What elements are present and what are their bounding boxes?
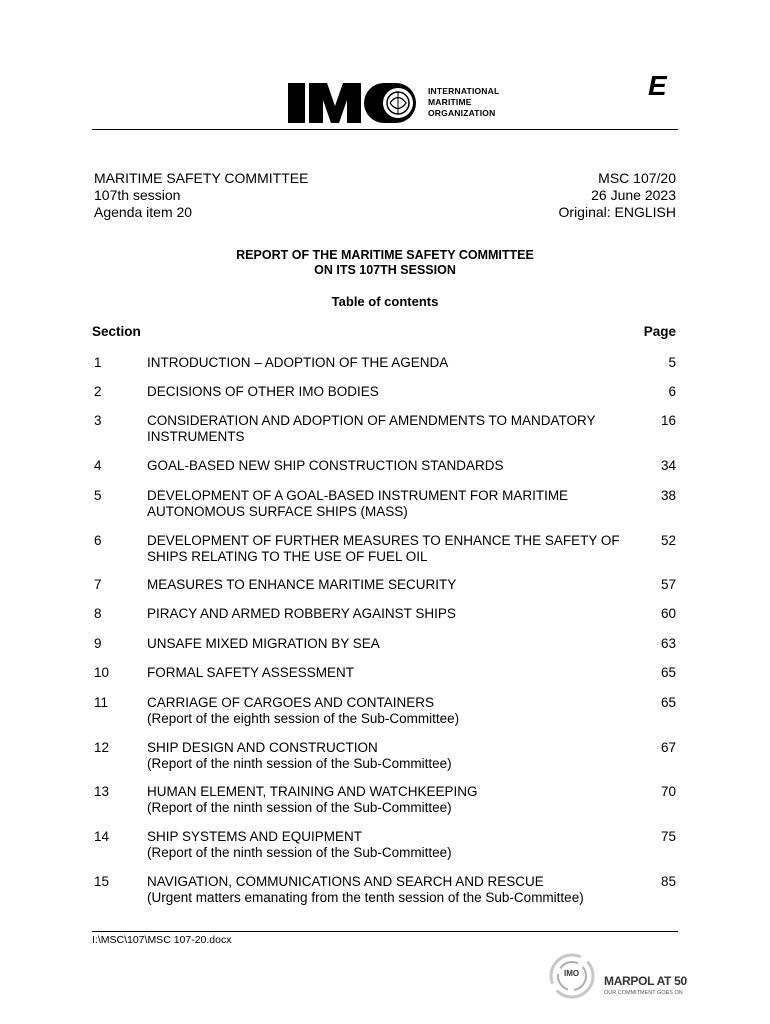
toc-entry[interactable] bbox=[92, 665, 678, 681]
toc-entry-page: 57 bbox=[660, 577, 676, 592]
toc-entry-number: 10 bbox=[94, 665, 110, 680]
session-label: 107th session bbox=[94, 187, 181, 203]
toc-entry-number: 2 bbox=[94, 384, 102, 399]
toc-entry-title: UNSAFE MIXED MIGRATION BY SEA bbox=[147, 636, 380, 651]
footer-file-path: I:\MSC\107\MSC 107-20.docx bbox=[92, 934, 232, 946]
toc-entry[interactable] bbox=[92, 458, 678, 474]
toc-entry-number: 4 bbox=[94, 458, 102, 473]
toc-entry-title: NAVIGATION, COMMUNICATIONS AND SEARCH AND RESCUE bbox=[147, 874, 544, 889]
toc-entry-number: 7 bbox=[94, 577, 102, 592]
toc-entry-title: CONSIDERATION AND ADOPTION OF AMENDMENTS TO MANDATORY INSTRUMENTS bbox=[147, 413, 596, 444]
toc-entry-title-block bbox=[147, 695, 627, 727]
toc-entry-subtitle: (Report of the eighth session of the Sub-Committee) bbox=[147, 711, 460, 726]
committee-name: MARITIME SAFETY COMMITTEE bbox=[94, 170, 309, 186]
org-name-line-3: ORGANIZATION bbox=[428, 108, 496, 118]
toc-entry-page: 6 bbox=[668, 384, 676, 399]
marpol-imo-mark: IMO bbox=[564, 969, 580, 978]
agenda-item: Agenda item 20 bbox=[94, 204, 193, 220]
language-code: E bbox=[648, 70, 667, 101]
toc-entry-page: 16 bbox=[660, 413, 676, 428]
report-title-line-2: ON ITS 107TH SESSION bbox=[314, 263, 456, 277]
report-title bbox=[92, 248, 678, 278]
toc-entry[interactable] bbox=[92, 636, 678, 652]
toc-entry-title: SHIP SYSTEMS AND EQUIPMENT bbox=[147, 829, 363, 844]
toc-entry[interactable] bbox=[92, 384, 678, 400]
marpol-logo bbox=[548, 952, 688, 1002]
toc-entry-page: 5 bbox=[668, 355, 676, 370]
marpol-title: MARPOL AT 50 bbox=[604, 974, 687, 988]
toc-entry-title: SHIP DESIGN AND CONSTRUCTION bbox=[147, 740, 378, 755]
toc-entry-page: 85 bbox=[660, 874, 676, 889]
toc-entry-subtitle: (Urgent matters emanating from the tenth session of the Sub-Committee) bbox=[147, 890, 584, 905]
toc-entry-page: 65 bbox=[660, 665, 676, 680]
org-name-line-2: MARITIME bbox=[428, 97, 472, 107]
toc-entry[interactable] bbox=[92, 488, 678, 520]
toc-entry-title: DEVELOPMENT OF A GOAL-BASED INSTRUMENT FOR MARITIME AUTONOMOUS SURFACE SHIPS (MASS) bbox=[147, 488, 569, 519]
toc-entry[interactable] bbox=[92, 533, 678, 565]
toc-entry-title-block bbox=[147, 829, 627, 861]
toc-entry-page: 60 bbox=[660, 606, 676, 621]
toc-entry-number: 5 bbox=[94, 488, 102, 503]
toc-entry[interactable] bbox=[92, 577, 678, 593]
toc-entry-title-block bbox=[147, 874, 627, 906]
meta-right bbox=[559, 170, 676, 221]
toc-entry-number: 14 bbox=[94, 829, 110, 844]
toc-entry-number: 12 bbox=[94, 740, 110, 755]
footer-rule bbox=[92, 931, 678, 932]
toc-entry-page: 38 bbox=[660, 488, 676, 503]
toc-entry-title: MEASURES TO ENHANCE MARITIME SECURITY bbox=[147, 577, 457, 592]
toc-entry[interactable] bbox=[92, 413, 678, 445]
org-name-line-1: INTERNATIONAL bbox=[428, 86, 500, 96]
toc-entry-subtitle: (Report of the ninth session of the Sub-Committee) bbox=[147, 756, 452, 771]
toc-entry-page: 67 bbox=[660, 740, 676, 755]
doc-original-language: Original: ENGLISH bbox=[558, 204, 676, 220]
toc-entry-title: FORMAL SAFETY ASSESSMENT bbox=[147, 665, 355, 680]
toc-entry-title: PIRACY AND ARMED ROBBERY AGAINST SHIPS bbox=[147, 606, 456, 621]
marpol-tagline: OUR COMMITMENT GOES ON bbox=[604, 990, 683, 996]
toc-entry-number: 8 bbox=[94, 606, 102, 621]
toc-entry-title: GOAL-BASED NEW SHIP CONSTRUCTION STANDARDS bbox=[147, 458, 504, 473]
toc-entry-number: 15 bbox=[94, 874, 110, 889]
toc-entry-title-block bbox=[147, 784, 627, 816]
toc-entry-page: 75 bbox=[660, 829, 676, 844]
doc-symbol: MSC 107/20 bbox=[598, 170, 676, 186]
toc-entry[interactable] bbox=[92, 829, 678, 861]
org-name bbox=[428, 86, 499, 119]
toc-entry[interactable] bbox=[92, 784, 678, 816]
toc-entry[interactable] bbox=[92, 606, 678, 622]
toc-entry-title: INTRODUCTION – ADOPTION OF THE AGENDA bbox=[147, 355, 449, 370]
toc-entry-number: 11 bbox=[94, 695, 109, 710]
toc-entry-number: 13 bbox=[94, 784, 110, 799]
page-column-header: Page bbox=[643, 324, 676, 339]
toc-entry-page: 34 bbox=[660, 458, 676, 473]
toc-entry-title: DEVELOPMENT OF FURTHER MEASURES TO ENHANCE THE SAFETY OF SHIPS RELATING TO THE USE OF FUEL OIL bbox=[147, 533, 620, 564]
toc-entry-subtitle: (Report of the ninth session of the Sub-Committee) bbox=[147, 845, 452, 860]
header-rule bbox=[92, 129, 678, 130]
toc-entry[interactable] bbox=[92, 740, 678, 772]
doc-date: 26 June 2023 bbox=[591, 187, 676, 203]
toc-entry-number: 3 bbox=[94, 413, 102, 428]
toc-title: Table of contents bbox=[331, 294, 439, 309]
toc-entry-title: DECISIONS OF OTHER IMO BODIES bbox=[147, 384, 379, 399]
toc-entry[interactable] bbox=[92, 355, 678, 371]
report-title-line-1: REPORT OF THE MARITIME SAFETY COMMITTEE bbox=[236, 248, 534, 262]
toc-entry-page: 52 bbox=[660, 533, 676, 548]
toc-entry-number: 9 bbox=[94, 636, 102, 651]
toc-entry-number: 6 bbox=[94, 533, 102, 548]
toc-entry-title-block bbox=[147, 740, 627, 772]
toc-entry-page: 65 bbox=[660, 695, 676, 710]
toc-entry-title: CARRIAGE OF CARGOES AND CONTAINERS bbox=[147, 695, 435, 710]
toc-entry-number: 1 bbox=[94, 355, 102, 370]
toc-entry[interactable] bbox=[92, 874, 678, 906]
toc-entry-title: HUMAN ELEMENT, TRAINING AND WATCHKEEPING bbox=[147, 784, 478, 799]
toc-entry[interactable] bbox=[92, 695, 678, 727]
meta-left bbox=[94, 170, 308, 221]
toc-entry-page: 63 bbox=[660, 636, 676, 651]
section-column-header: Section bbox=[92, 324, 141, 339]
toc-entry-subtitle: (Report of the ninth session of the Sub-Committee) bbox=[147, 800, 452, 815]
toc-entry-page: 70 bbox=[660, 784, 676, 799]
